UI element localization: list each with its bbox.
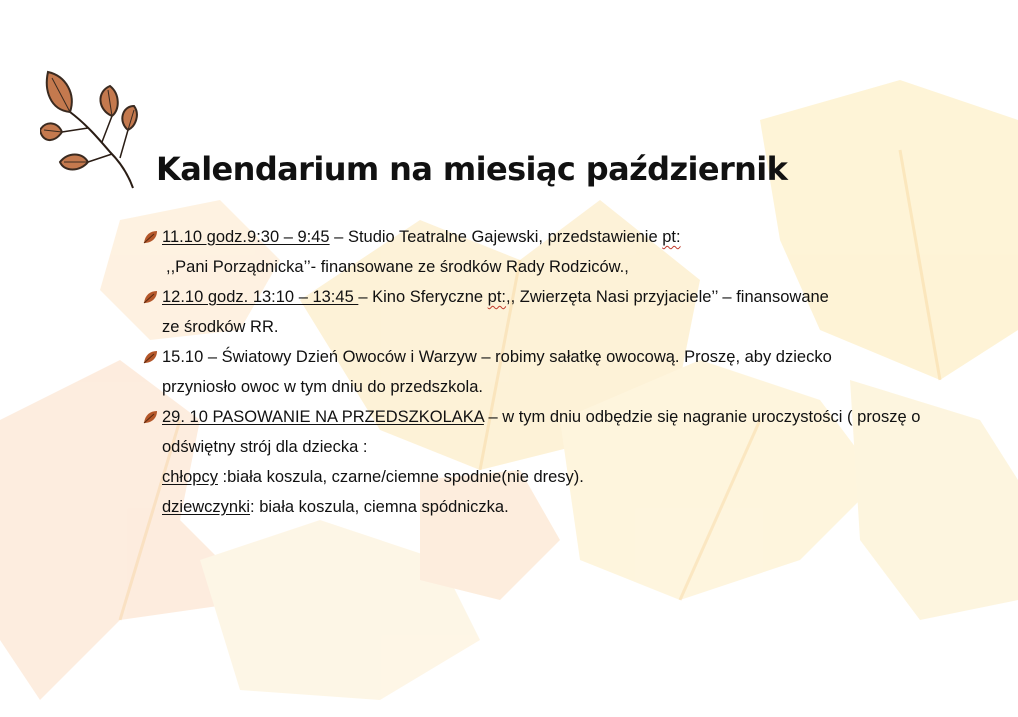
list-item-continuation: przyniosło owoc w tym dniu do przedszkola. (162, 378, 483, 396)
leaf-bullet-icon (142, 289, 159, 306)
dress-code-girls: dziewczynki: biała koszula, ciemna spódniczka. (162, 498, 509, 516)
autumn-branch-icon (40, 66, 150, 191)
girls-label: dziewczynki (162, 498, 251, 516)
leaf-bullet-icon (142, 349, 159, 366)
event-list (142, 222, 1018, 522)
list-item-continuation: odświętny strój dla dziecka : (162, 438, 368, 456)
event-date: 12.10 godz. 13:10 – 13:45 (162, 288, 359, 306)
list-item-continuation: ,,Pani Porządnicka’’- finansowane ze środków Rady Rodziców., (166, 258, 629, 276)
leaf-bullet-icon (142, 409, 159, 426)
event-date: 11.10 godz.9:30 – 9:45 (162, 228, 330, 246)
leaf-bullet-icon (142, 229, 159, 246)
list-item-continuation: ze środków RR. (162, 318, 279, 336)
page-title: Kalendarium na miesiąc październik (156, 150, 788, 188)
list-item: 12.10 godz. 13:10 – 13:45 – Kino Sferyczne pt:,, Zwierzęta Nasi przyjaciele’’ – finansowane (142, 282, 1018, 312)
boys-label: chłopcy (162, 468, 218, 486)
dress-code-boys: chłopcy :biała koszula, czarne/ciemne spodnie(nie dresy). (162, 468, 584, 486)
list-item: 11.10 godz.9:30 – 9:45 – Studio Teatralne Gajewski, przedstawienie pt: (142, 222, 1018, 252)
event-date: 29. 10 PASOWANIE NA PRZEDSZKOLAKA (162, 408, 484, 426)
list-item: 29. 10 PASOWANIE NA PRZEDSZKOLAKA – w tym dniu odbędzie się nagranie uroczystości ( proszę o (142, 402, 1018, 432)
list-item: 15.10 – Światowy Dzień Owoców i Warzyw – robimy sałatkę owocową. Proszę, aby dziecko (142, 342, 1018, 372)
